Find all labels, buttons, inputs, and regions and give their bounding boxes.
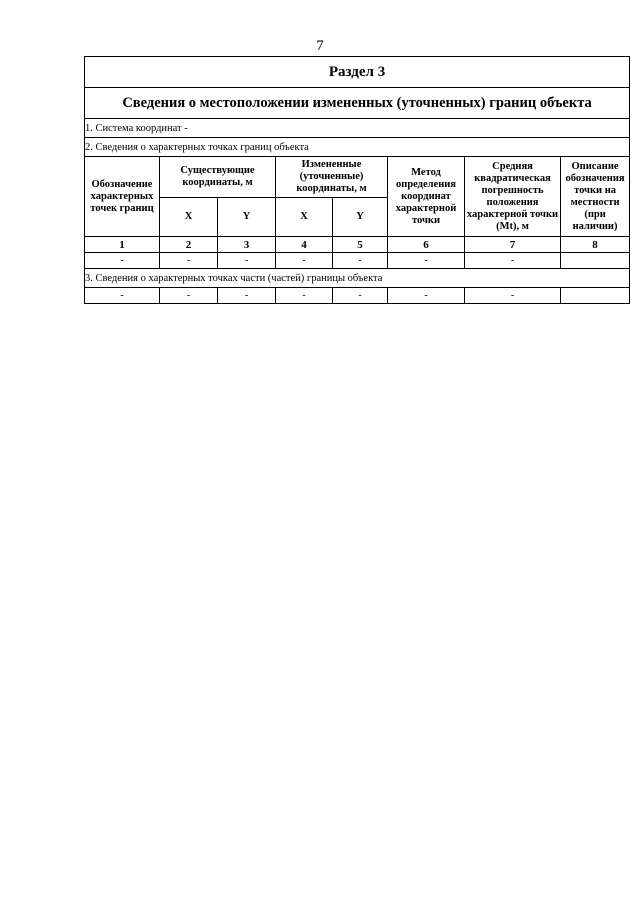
table-cell: - (465, 253, 561, 269)
table-cell: - (85, 253, 160, 269)
header-designation: Обозначение характерных точек границ (85, 157, 160, 237)
points-section-title: 2. Сведения о характерных точках границ объекта (85, 138, 630, 157)
header-existing-x: X (160, 198, 218, 237)
table-cell: - (218, 288, 276, 304)
table-cell: - (333, 253, 388, 269)
table-cell: - (85, 288, 160, 304)
section-3-table (84, 56, 630, 304)
header-changed-x: X (276, 198, 333, 237)
header-mean-error: Средняя квадратическая погрешность положения характерной точки (Mt), м (465, 157, 561, 237)
column-number: 1 (85, 237, 160, 253)
table-cell: - (388, 253, 465, 269)
column-number: 4 (276, 237, 333, 253)
table-cell: - (465, 288, 561, 304)
table-cell (561, 288, 630, 304)
header-description: Описание обозначения точки на местности (при наличии) (561, 157, 630, 237)
points-data-row (85, 253, 630, 269)
column-number: 8 (561, 237, 630, 253)
page-number: 7 (316, 38, 324, 54)
table-cell: - (388, 288, 465, 304)
header-changed-y: Y (333, 198, 388, 237)
table-cell: - (160, 253, 218, 269)
header-existing-coords: Существующие координаты, м (160, 157, 276, 198)
header-existing-y: Y (218, 198, 276, 237)
header-changed-coords: Измененные (уточненные) координаты, м (276, 157, 388, 198)
header-method: Метод определения координат характерной точки (388, 157, 465, 237)
table-cell (561, 253, 630, 269)
column-number: 5 (333, 237, 388, 253)
table-cell: - (218, 253, 276, 269)
section-title: Раздел 3 (85, 57, 630, 88)
table-cell: - (333, 288, 388, 304)
column-number: 2 (160, 237, 218, 253)
table-cell: - (160, 288, 218, 304)
column-number: 6 (388, 237, 465, 253)
part-points-data-row (85, 288, 630, 304)
table-cell: - (276, 288, 333, 304)
column-number: 3 (218, 237, 276, 253)
section-subtitle: Сведения о местоположении измененных (уточненных) границ объекта (85, 88, 630, 119)
part-points-section-title: 3. Сведения о характерных точках части (частей) границы объекта (85, 269, 630, 288)
column-numbers-row (85, 237, 630, 253)
column-number: 7 (465, 237, 561, 253)
table-cell: - (276, 253, 333, 269)
coord-system-line: 1. Система координат - (85, 119, 630, 138)
